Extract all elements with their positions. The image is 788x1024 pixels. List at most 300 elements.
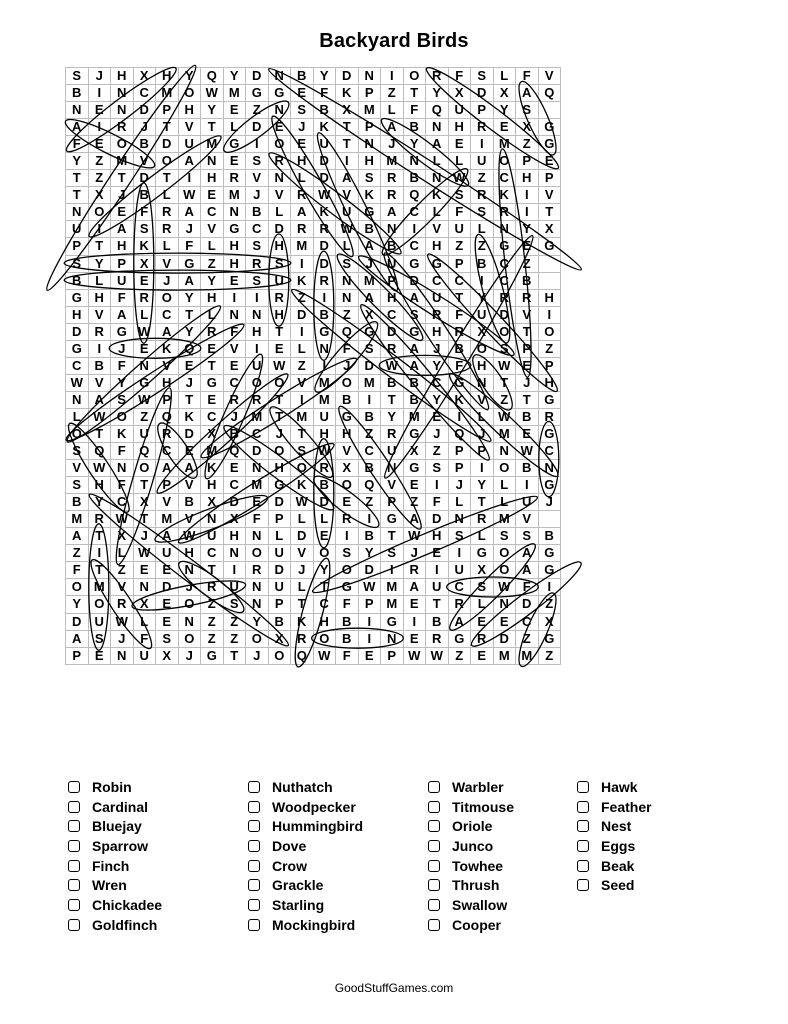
grid-cell[interactable]: G	[426, 255, 449, 272]
grid-cell[interactable]: J	[178, 221, 201, 238]
grid-cell[interactable]: D	[268, 221, 291, 238]
grid-cell[interactable]: A	[516, 85, 539, 102]
grid-cell[interactable]: L	[336, 238, 359, 255]
grid-cell[interactable]: H	[201, 289, 224, 306]
grid-cell[interactable]: I	[448, 408, 471, 425]
grid-cell[interactable]: R	[381, 425, 404, 442]
word-item[interactable]	[248, 856, 363, 876]
grid-cell[interactable]: Z	[201, 613, 224, 630]
grid-cell[interactable]: J	[178, 374, 201, 391]
grid-cell[interactable]: S	[358, 340, 381, 357]
grid-cell[interactable]: C	[66, 357, 89, 374]
grid-cell[interactable]: G	[178, 255, 201, 272]
grid-cell[interactable]: E	[516, 238, 539, 255]
grid-cell[interactable]: A	[156, 460, 179, 477]
grid-cell[interactable]: G	[471, 545, 494, 562]
grid-cell[interactable]: I	[471, 136, 494, 153]
grid-cell[interactable]: X	[111, 528, 134, 545]
grid-cell[interactable]: Y	[313, 68, 336, 85]
grid-cell[interactable]: N	[381, 221, 404, 238]
grid-cell[interactable]: H	[201, 170, 224, 187]
grid-cell[interactable]: Z	[538, 340, 561, 357]
grid-cell[interactable]: V	[336, 443, 359, 460]
grid-cell[interactable]: F	[66, 136, 89, 153]
grid-cell[interactable]: F	[178, 238, 201, 255]
word-item[interactable]	[68, 856, 162, 876]
grid-cell[interactable]: R	[426, 630, 449, 647]
grid-cell[interactable]: H	[538, 374, 561, 391]
grid-cell[interactable]: E	[111, 204, 134, 221]
grid-cell[interactable]: B	[516, 408, 539, 425]
grid-cell[interactable]: U	[448, 562, 471, 579]
grid-cell[interactable]: P	[516, 153, 539, 170]
grid-cell[interactable]: H	[336, 425, 359, 442]
grid-cell[interactable]: O	[493, 562, 516, 579]
grid-cell[interactable]: W	[313, 647, 336, 664]
grid-cell[interactable]: W	[133, 323, 156, 340]
grid-cell[interactable]: G	[448, 630, 471, 647]
grid-cell[interactable]: M	[201, 443, 224, 460]
grid-cell[interactable]: U	[516, 494, 539, 511]
checkbox[interactable]	[248, 801, 260, 813]
grid-cell[interactable]: H	[178, 545, 201, 562]
grid-cell[interactable]: P	[516, 340, 539, 357]
grid-cell[interactable]: C	[516, 613, 539, 630]
grid-cell[interactable]: E	[178, 443, 201, 460]
grid-cell[interactable]: J	[156, 272, 179, 289]
grid-cell[interactable]: Y	[178, 68, 201, 85]
grid-cell[interactable]: J	[448, 477, 471, 494]
grid-cell[interactable]: O	[156, 153, 179, 170]
grid-cell[interactable]: B	[246, 204, 269, 221]
grid-cell[interactable]: L	[448, 494, 471, 511]
grid-cell[interactable]: F	[516, 579, 539, 596]
grid-cell[interactable]: M	[358, 272, 381, 289]
grid-cell[interactable]: L	[426, 153, 449, 170]
grid-cell[interactable]: H	[471, 357, 494, 374]
grid-cell[interactable]: H	[223, 255, 246, 272]
grid-cell[interactable]: R	[381, 187, 404, 204]
grid-cell[interactable]: J	[133, 528, 156, 545]
grid-cell[interactable]: J	[111, 187, 134, 204]
grid-cell[interactable]: R	[313, 272, 336, 289]
grid-cell[interactable]: H	[538, 289, 561, 306]
grid-cell[interactable]: V	[471, 391, 494, 408]
grid-cell[interactable]: P	[66, 238, 89, 255]
grid-cell[interactable]: B	[471, 255, 494, 272]
grid-cell[interactable]: Z	[538, 647, 561, 664]
grid-cell[interactable]: Y	[358, 545, 381, 562]
grid-cell[interactable]: L	[493, 68, 516, 85]
grid-cell[interactable]: O	[291, 460, 314, 477]
grid-cell[interactable]: B	[403, 119, 426, 136]
grid-cell[interactable]: Z	[201, 596, 224, 613]
grid-cell[interactable]: E	[223, 272, 246, 289]
grid-cell[interactable]: M	[381, 596, 404, 613]
grid-cell[interactable]	[538, 272, 561, 289]
grid-cell[interactable]: S	[268, 255, 291, 272]
grid-cell[interactable]: X	[201, 425, 224, 442]
word-item[interactable]	[577, 875, 652, 895]
checkbox[interactable]	[428, 801, 440, 813]
grid-cell[interactable]: E	[156, 613, 179, 630]
grid-cell[interactable]: B	[133, 187, 156, 204]
grid-cell[interactable]: P	[358, 119, 381, 136]
grid-cell[interactable]	[538, 102, 561, 119]
grid-cell[interactable]: T	[516, 391, 539, 408]
grid-cell[interactable]: V	[426, 221, 449, 238]
grid-cell[interactable]: X	[358, 306, 381, 323]
word-item[interactable]	[68, 797, 162, 817]
grid-cell[interactable]: A	[403, 357, 426, 374]
grid-cell[interactable]: G	[403, 255, 426, 272]
grid-cell[interactable]: L	[111, 545, 134, 562]
grid-cell[interactable]: N	[246, 579, 269, 596]
grid-cell[interactable]: V	[223, 340, 246, 357]
grid-cell[interactable]: R	[156, 204, 179, 221]
grid-cell[interactable]: A	[381, 119, 404, 136]
grid-cell[interactable]: M	[201, 136, 224, 153]
grid-cell[interactable]: F	[426, 494, 449, 511]
grid-cell[interactable]: Q	[448, 425, 471, 442]
grid-cell[interactable]: G	[268, 85, 291, 102]
grid-cell[interactable]: B	[88, 357, 111, 374]
grid-cell[interactable]: A	[178, 460, 201, 477]
grid-cell[interactable]: P	[111, 255, 134, 272]
grid-cell[interactable]: Y	[111, 374, 134, 391]
grid-cell[interactable]: Z	[201, 630, 224, 647]
grid-cell[interactable]: N	[448, 511, 471, 528]
grid-cell[interactable]: S	[223, 596, 246, 613]
grid-cell[interactable]: I	[358, 613, 381, 630]
grid-cell[interactable]: S	[471, 68, 494, 85]
grid-cell[interactable]: Z	[246, 102, 269, 119]
grid-cell[interactable]: W	[426, 647, 449, 664]
grid-cell[interactable]: L	[448, 153, 471, 170]
grid-cell[interactable]: E	[516, 425, 539, 442]
grid-cell[interactable]: F	[448, 357, 471, 374]
grid-cell[interactable]: H	[268, 460, 291, 477]
grid-cell[interactable]: J	[538, 494, 561, 511]
grid-cell[interactable]: J	[246, 647, 269, 664]
grid-cell[interactable]: I	[381, 68, 404, 85]
grid-cell[interactable]: N	[201, 511, 224, 528]
grid-cell[interactable]: N	[336, 272, 359, 289]
grid-cell[interactable]: P	[156, 477, 179, 494]
grid-cell[interactable]: N	[246, 460, 269, 477]
checkbox[interactable]	[577, 781, 589, 793]
grid-cell[interactable]: I	[246, 340, 269, 357]
grid-cell[interactable]: H	[426, 323, 449, 340]
grid-cell[interactable]: H	[66, 306, 89, 323]
grid-cell[interactable]: J	[178, 579, 201, 596]
grid-cell[interactable]: U	[448, 221, 471, 238]
grid-cell[interactable]: R	[201, 579, 224, 596]
grid-cell[interactable]: I	[516, 477, 539, 494]
grid-cell[interactable]: D	[313, 494, 336, 511]
checkbox[interactable]	[428, 781, 440, 793]
grid-cell[interactable]: O	[178, 596, 201, 613]
word-item[interactable]	[577, 856, 652, 876]
grid-cell[interactable]: E	[246, 494, 269, 511]
grid-cell[interactable]: U	[178, 136, 201, 153]
grid-cell[interactable]: E	[336, 494, 359, 511]
grid-cell[interactable]: D	[381, 323, 404, 340]
grid-cell[interactable]: Z	[471, 170, 494, 187]
grid-cell[interactable]: X	[538, 613, 561, 630]
grid-cell[interactable]: G	[246, 85, 269, 102]
grid-cell[interactable]: Q	[133, 443, 156, 460]
grid-cell[interactable]: E	[426, 408, 449, 425]
grid-cell[interactable]: G	[381, 613, 404, 630]
grid-cell[interactable]: L	[133, 613, 156, 630]
grid-cell[interactable]: N	[268, 170, 291, 187]
grid-cell[interactable]: D	[493, 630, 516, 647]
grid-cell[interactable]: P	[358, 85, 381, 102]
grid-cell[interactable]: H	[156, 374, 179, 391]
grid-cell[interactable]: N	[268, 102, 291, 119]
grid-cell[interactable]: I	[426, 477, 449, 494]
grid-cell[interactable]: K	[426, 187, 449, 204]
grid-cell[interactable]: L	[471, 528, 494, 545]
grid-cell[interactable]: C	[426, 374, 449, 391]
grid-cell[interactable]: E	[156, 596, 179, 613]
grid-cell[interactable]: B	[403, 374, 426, 391]
grid-cell[interactable]: T	[156, 119, 179, 136]
grid-cell[interactable]: M	[156, 85, 179, 102]
grid-cell[interactable]: K	[291, 613, 314, 630]
grid-cell[interactable]: D	[156, 579, 179, 596]
grid-cell[interactable]: T	[178, 306, 201, 323]
grid-cell[interactable]: S	[336, 255, 359, 272]
grid-cell[interactable]: Y	[516, 221, 539, 238]
grid-cell[interactable]: U	[448, 102, 471, 119]
grid-cell[interactable]: B	[66, 85, 89, 102]
grid-cell[interactable]: H	[268, 238, 291, 255]
grid-cell[interactable]: I	[246, 289, 269, 306]
grid-cell[interactable]: G	[538, 477, 561, 494]
grid-cell[interactable]: Y	[403, 136, 426, 153]
grid-cell[interactable]: X	[133, 494, 156, 511]
grid-cell[interactable]: O	[178, 85, 201, 102]
grid-cell[interactable]: G	[313, 323, 336, 340]
grid-cell[interactable]: X	[493, 85, 516, 102]
grid-cell[interactable]: H	[88, 289, 111, 306]
grid-cell[interactable]: D	[156, 136, 179, 153]
grid-cell[interactable]: P	[448, 443, 471, 460]
grid-cell[interactable]: I	[291, 255, 314, 272]
grid-cell[interactable]: I	[358, 511, 381, 528]
grid-cell[interactable]	[538, 255, 561, 272]
grid-cell[interactable]: G	[201, 374, 224, 391]
grid-cell[interactable]: G	[223, 136, 246, 153]
grid-cell[interactable]: T	[201, 357, 224, 374]
grid-cell[interactable]: R	[156, 221, 179, 238]
grid-cell[interactable]: T	[133, 511, 156, 528]
grid-cell[interactable]: Z	[448, 647, 471, 664]
grid-cell[interactable]: C	[403, 204, 426, 221]
grid-cell[interactable]: D	[246, 119, 269, 136]
grid-cell[interactable]: V	[516, 306, 539, 323]
grid-cell[interactable]: E	[223, 153, 246, 170]
grid-cell[interactable]: V	[336, 187, 359, 204]
grid-cell[interactable]: E	[178, 357, 201, 374]
grid-cell[interactable]: R	[381, 170, 404, 187]
grid-cell[interactable]: J	[111, 340, 134, 357]
checkbox[interactable]	[577, 860, 589, 872]
grid-cell[interactable]: D	[358, 357, 381, 374]
grid-cell[interactable]: N	[66, 204, 89, 221]
grid-cell[interactable]: D	[336, 68, 359, 85]
grid-cell[interactable]: L	[471, 221, 494, 238]
grid-cell[interactable]: Z	[223, 613, 246, 630]
grid-cell[interactable]: V	[268, 187, 291, 204]
grid-cell[interactable]: T	[88, 425, 111, 442]
grid-cell[interactable]: S	[246, 272, 269, 289]
grid-cell[interactable]: G	[223, 221, 246, 238]
grid-cell[interactable]: D	[178, 425, 201, 442]
grid-cell[interactable]: W	[313, 187, 336, 204]
grid-cell[interactable]: R	[336, 511, 359, 528]
grid-cell[interactable]: P	[538, 170, 561, 187]
grid-cell[interactable]: E	[201, 187, 224, 204]
grid-cell[interactable]: L	[133, 306, 156, 323]
grid-cell[interactable]: S	[471, 579, 494, 596]
grid-cell[interactable]: U	[156, 545, 179, 562]
grid-cell[interactable]: I	[403, 221, 426, 238]
grid-cell[interactable]: I	[336, 528, 359, 545]
grid-cell[interactable]: F	[223, 323, 246, 340]
grid-cell[interactable]: Y	[201, 272, 224, 289]
grid-cell[interactable]: H	[156, 68, 179, 85]
grid-cell[interactable]: O	[111, 136, 134, 153]
grid-cell[interactable]: E	[88, 102, 111, 119]
grid-cell[interactable]: X	[471, 323, 494, 340]
grid-cell[interactable]: D	[358, 562, 381, 579]
grid-cell[interactable]: D	[268, 562, 291, 579]
grid-cell[interactable]: F	[133, 630, 156, 647]
grid-cell[interactable]: W	[201, 85, 224, 102]
grid-cell[interactable]: L	[201, 306, 224, 323]
grid-cell[interactable]: F	[448, 306, 471, 323]
grid-cell[interactable]: I	[516, 187, 539, 204]
grid-cell[interactable]: S	[66, 477, 89, 494]
grid-cell[interactable]: A	[381, 204, 404, 221]
grid-cell[interactable]: D	[268, 494, 291, 511]
grid-cell[interactable]: R	[426, 68, 449, 85]
grid-cell[interactable]: Z	[223, 630, 246, 647]
grid-cell[interactable]: H	[381, 289, 404, 306]
grid-cell[interactable]: G	[403, 425, 426, 442]
grid-cell[interactable]: C	[403, 238, 426, 255]
grid-cell[interactable]: T	[178, 391, 201, 408]
grid-cell[interactable]: R	[426, 306, 449, 323]
grid-cell[interactable]: G	[448, 374, 471, 391]
word-item[interactable]	[248, 875, 363, 895]
grid-cell[interactable]: X	[516, 119, 539, 136]
grid-cell[interactable]: C	[201, 545, 224, 562]
grid-cell[interactable]: T	[313, 579, 336, 596]
grid-cell[interactable]: Z	[381, 85, 404, 102]
grid-cell[interactable]: R	[223, 170, 246, 187]
grid-cell[interactable]: A	[66, 119, 89, 136]
grid-cell[interactable]: W	[448, 170, 471, 187]
grid-cell[interactable]: O	[336, 562, 359, 579]
grid-cell[interactable]: G	[538, 425, 561, 442]
grid-cell[interactable]: R	[403, 562, 426, 579]
grid-cell[interactable]: F	[313, 85, 336, 102]
checkbox[interactable]	[248, 919, 260, 931]
grid-cell[interactable]: U	[88, 613, 111, 630]
grid-cell[interactable]: H	[178, 102, 201, 119]
grid-cell[interactable]: H	[358, 153, 381, 170]
grid-cell[interactable]: N	[178, 562, 201, 579]
grid-cell[interactable]: N	[111, 102, 134, 119]
grid-cell[interactable]: A	[358, 289, 381, 306]
word-item[interactable]	[428, 797, 514, 817]
grid-cell[interactable]: Z	[471, 238, 494, 255]
grid-cell[interactable]: R	[268, 153, 291, 170]
grid-cell[interactable]: W	[178, 187, 201, 204]
grid-cell[interactable]: E	[493, 119, 516, 136]
grid-cell[interactable]: H	[268, 306, 291, 323]
grid-cell[interactable]: J	[426, 340, 449, 357]
grid-cell[interactable]: R	[88, 323, 111, 340]
grid-cell[interactable]: M	[111, 153, 134, 170]
grid-cell[interactable]: F	[66, 562, 89, 579]
grid-cell[interactable]: R	[538, 408, 561, 425]
grid-cell[interactable]: F	[111, 477, 134, 494]
grid-cell[interactable]: X	[133, 596, 156, 613]
grid-cell[interactable]: K	[448, 391, 471, 408]
word-item[interactable]	[248, 797, 363, 817]
grid-cell[interactable]: C	[156, 306, 179, 323]
grid-cell[interactable]: T	[448, 289, 471, 306]
grid-cell[interactable]: Z	[493, 391, 516, 408]
grid-cell[interactable]: Y	[88, 255, 111, 272]
grid-cell[interactable]: E	[223, 460, 246, 477]
grid-cell[interactable]: P	[358, 596, 381, 613]
grid-cell[interactable]: T	[493, 374, 516, 391]
grid-cell[interactable]: N	[111, 647, 134, 664]
grid-cell[interactable]: B	[358, 460, 381, 477]
grid-cell[interactable]: O	[538, 323, 561, 340]
grid-cell[interactable]: O	[246, 374, 269, 391]
grid-cell[interactable]: U	[313, 408, 336, 425]
grid-cell[interactable]: N	[426, 119, 449, 136]
grid-cell[interactable]: P	[156, 102, 179, 119]
grid-cell[interactable]: Y	[66, 153, 89, 170]
grid-cell[interactable]: E	[471, 613, 494, 630]
grid-cell[interactable]: X	[538, 221, 561, 238]
grid-cell[interactable]: T	[403, 85, 426, 102]
grid-cell[interactable]: J	[291, 562, 314, 579]
grid-cell[interactable]: U	[133, 647, 156, 664]
grid-cell[interactable]: K	[111, 425, 134, 442]
grid-cell[interactable]: I	[538, 306, 561, 323]
grid-cell[interactable]: P	[471, 102, 494, 119]
grid-cell[interactable]: V	[178, 511, 201, 528]
grid-cell[interactable]: X	[448, 85, 471, 102]
grid-cell[interactable]: F	[336, 340, 359, 357]
grid-cell[interactable]: R	[313, 460, 336, 477]
grid-cell[interactable]: L	[471, 596, 494, 613]
grid-cell[interactable]: N	[358, 68, 381, 85]
grid-cell[interactable]: T	[426, 596, 449, 613]
grid-cell[interactable]: E	[313, 528, 336, 545]
grid-cell[interactable]: D	[516, 596, 539, 613]
grid-cell[interactable]: W	[381, 357, 404, 374]
